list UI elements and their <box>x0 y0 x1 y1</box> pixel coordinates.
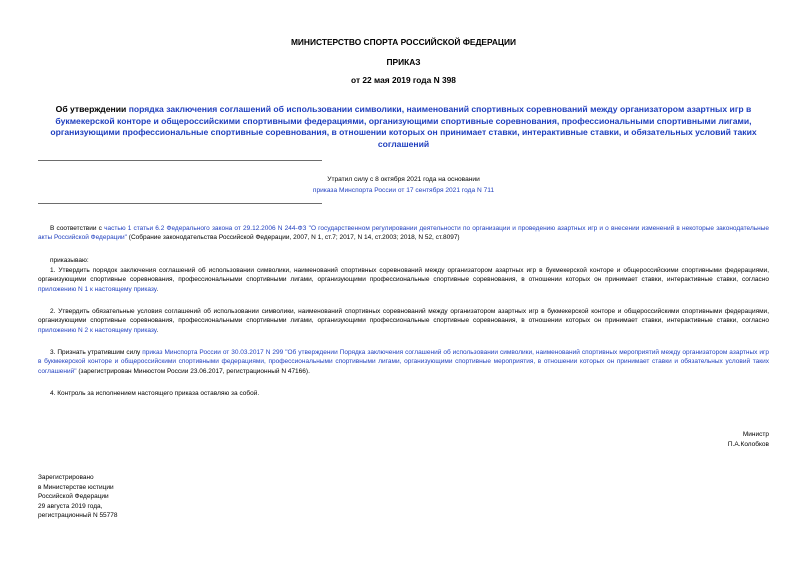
item-2-paragraph <box>38 307 769 335</box>
validity-note-link[interactable]: приказа Минспорта России от 17 сентября 2021 года N 711 <box>312 187 495 194</box>
order-title <box>38 104 769 150</box>
document-type-heading: ПРИКАЗ <box>386 57 421 67</box>
document-page <box>38 0 769 571</box>
validity-note-text: Утратил силу с 8 октября 2021 года на основании <box>327 176 480 183</box>
item-3-end: (зарегистрирован Минюстом России 23.06.2017, регистрационный N 47166). <box>76 367 310 375</box>
item-2-end: . <box>156 326 159 334</box>
item-4-paragraph: 4. Контроль за исполнением настоящего приказа оставляю за собой. <box>50 390 260 397</box>
item-1-end: . <box>156 285 159 293</box>
item-1-text: 1. Утвердить порядок заключения соглашений об использовании символики, наименований спортивных соревнований между организатором азартных игр в букмекерской конторе и общероссийскими спортивными федерациями, организующими спортивные соревнования, профессиональными спортивными лигами, организующими профессиональные спортивные соревнования, в отношении которых он принимает ставки, интерактивные ставки, согласно <box>38 267 769 284</box>
preamble-paragraph <box>38 224 769 243</box>
item-2-text: 2. Утвердить обязательные условия соглашений об использовании символики, наименований спортивных соревнований между организатором азартных игр в букмекерской конторе и общероссийскими спортивными федерациями, организующими спортивные соревнования, профессиональными спортивными лигами, организующими профессиональные спортивные соревнования, в отношении которых он принимает ставки, интерактивные ставки, согласно <box>38 308 769 325</box>
order-word: приказываю: <box>50 257 89 264</box>
registration-line-2: в Министерстве юстиции <box>38 483 114 491</box>
preamble-text-start: В соответствии с <box>50 225 105 232</box>
appendix-2-link[interactable]: приложению N 2 к настоящему приказу <box>38 326 157 334</box>
appendix-1-link[interactable]: приложению N 1 к настоящему приказу <box>38 285 157 293</box>
title-link[interactable]: порядка заключения соглашений об использовании символики, наименований спортивных соревнований между организатором азартных игр в букмекерской конторе и общероссийскими спортивными федерациями, организующими спортивные соревнования, профессиональными спортивными лигами, организующими профессиональные спортивные соревнования, в отношении которых он принимает ставки, интерактивные ставки, и обязательных условий таких соглашений <box>50 104 757 149</box>
date-number-heading: от 22 мая 2019 года N 398 <box>351 75 456 85</box>
title-prefix: Об утверждении <box>55 104 129 114</box>
ministry-heading: МИНИСТЕРСТВО СПОРТА РОССИЙСКОЙ ФЕДЕРАЦИИ <box>290 37 517 47</box>
item-1-paragraph <box>38 266 769 294</box>
federal-law-link[interactable]: частью 1 статьи 6.2 Федерального закона от 29.12.2006 N 244-ФЗ "О государственном регулировании деятельности по организации и проведению азартных игр и о внесении изменений в некоторые законодательные акты Российской Федерации" <box>38 225 770 242</box>
signature-position: Министр <box>742 431 769 438</box>
registration-block <box>38 473 118 521</box>
validity-note <box>38 174 769 196</box>
registration-line-3: Российской Федерации <box>38 493 109 501</box>
registration-line-4: 29 августа 2019 года, <box>38 502 103 510</box>
registration-line-1: Зарегистрировано <box>38 474 94 481</box>
item-3-paragraph <box>38 348 769 376</box>
preamble-text-end: (Собрание законодательства Российской Федерации, 2007, N 1, ст.7; 2017, N 14, ст.2003; 2018, N 52, ст.8097) <box>126 234 460 242</box>
signature-name: П.А.Колобков <box>727 440 769 448</box>
registration-line-5: регистрационный N 55778 <box>38 512 118 520</box>
item-3-text: 3. Признать утратившим силу <box>50 349 143 356</box>
signature-block <box>728 430 769 449</box>
separator-top <box>38 160 322 161</box>
separator-bottom <box>38 203 322 204</box>
repealed-order-link[interactable]: приказ Минспорта России от 30.03.2017 N 299 "Об утверждении Порядка заключения соглашений об использовании символики, наименований спортивных мероприятий между организатором азартных игр в букмекерской конторе и общероссийскими спортивными федерациями, профессиональными спортивными лигами, организующими спортивные мероприятия, в отношении которых он принимает ставки и обязательных условий таких соглашений" <box>38 349 769 375</box>
